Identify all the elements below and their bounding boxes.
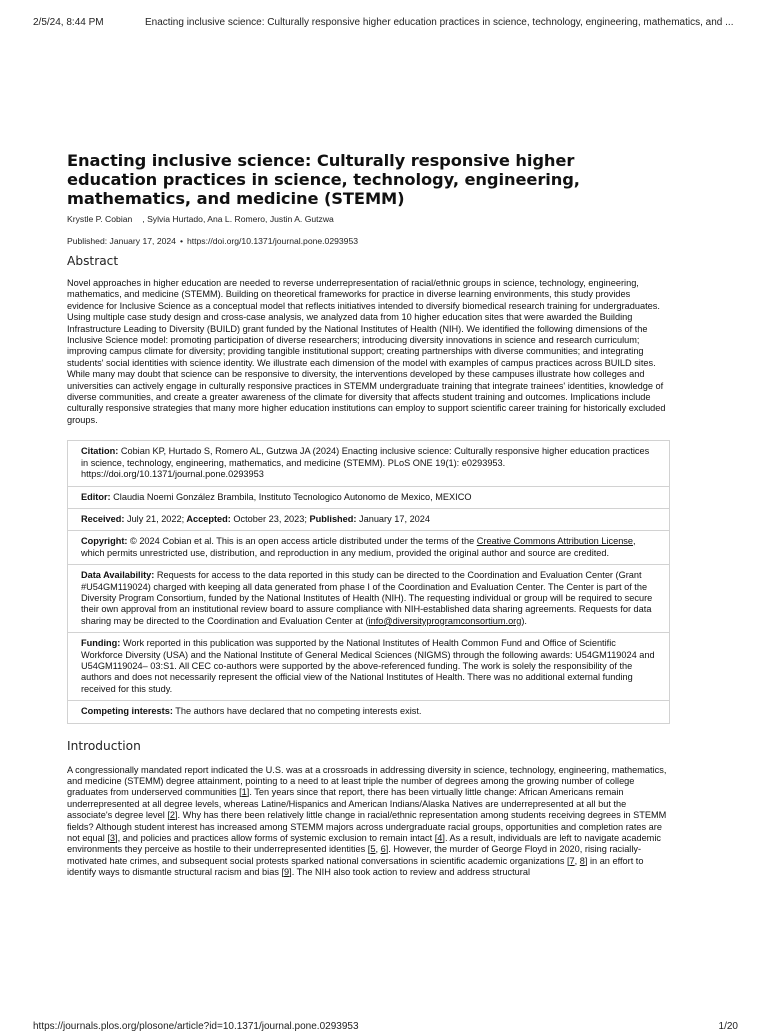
competing-interests-text: The authors have declared that no competing interests exist. <box>172 706 422 717</box>
received-date: July 21, 2022; <box>124 513 185 524</box>
reference-link[interactable]: 2 <box>169 810 175 821</box>
citation-text: Cobian KP, Hurtado S, Romero AL, Gutzwa JA (2024) Enacting inclusive science: Culturally responsive higher education practices in science, technology, engineering, mathematics, and medicine (STEMM). PLoS ONE 19(1): e0293953. https://doi.org/10.1371/journal.pone.0293953 <box>81 446 650 480</box>
funding-text: Work reported in this publication was supported by the National Institutes of Health Common Fund and Office of Scientific Workforce Diversity (USA) and the National Institute of General Medical Sciences (NIGMS) through the following awards: U54GM119024 and U54GM119024– 03:S1. All CEC co-authors were supported by the above-referenced funding. The work is solely the responsibility of the authors and does not necessarily represent the official view of the National Institutes of Health. There was no additional external funding received for this study. <box>81 638 655 694</box>
editor-row <box>68 486 669 508</box>
intro-text: ]. Ten years since that report, there has been virtually little change: African Americans remain underrepresented at all degree levels, whereas Latine/Hispanics and American Indians/Alaska Natives are underrepresented at all but the associate's degree level [ <box>67 787 627 821</box>
print-footer <box>33 1021 738 1032</box>
reference-link[interactable]: 9 <box>284 867 290 878</box>
reference-link[interactable]: 3 <box>109 833 116 844</box>
email-link[interactable]: info@diversityprogramconsortium.org <box>368 615 522 626</box>
copyright-row <box>68 530 669 564</box>
license-link[interactable]: Creative Commons Attribution License <box>476 536 634 547</box>
citation-label: Citation: <box>81 446 119 457</box>
reference-link[interactable]: 7 <box>569 855 575 866</box>
received-label: Received: <box>81 513 125 524</box>
page-number: 1/20 <box>718 1021 738 1032</box>
intro-text: ]. However, the murder of George Floyd in 2020, rising racially-motivated hate crimes, and subsequent social protests sparked national conversations in scientific academic organizations [ <box>67 844 642 866</box>
print-url: https://journals.plos.org/plosone/article?id=10.1371/journal.pone.0293953 <box>33 1021 359 1032</box>
introduction-text <box>67 765 669 879</box>
print-doc-title: Enacting inclusive science: Culturally responsive higher education practices in science, technology, engineering, mathematics, and ... <box>145 17 734 28</box>
competing-interests-label: Competing interests: <box>81 706 173 717</box>
intro-text: ]. The NIH also took action to review and address structural <box>289 867 531 878</box>
intro-text: A congressionally mandated report indicated the U.S. was at a crossroads in addressing diversity in science, technology, engineering, mathematics, and medicine (STEMM) degree attainment, pointing to a need to at least triple the number of degrees among the growing number of college graduates from underserved communities [ <box>67 764 667 798</box>
author-link[interactable]: Krystle P. Cobian <box>67 214 133 224</box>
reference-link[interactable]: 5 <box>370 844 376 855</box>
print-header <box>33 17 748 28</box>
published-date-meta: January 17, 2024 <box>356 513 431 524</box>
reference-link[interactable]: 6 <box>380 844 386 855</box>
intro-text: ]. Why has there been relatively little change in racial/ethnic representation among students receiving degrees in STEMM fields? Although student interest has increased among STEMM majors across undergraduate racial groups, opportunities and completion rates are not equal [ <box>67 810 667 844</box>
dates-row <box>68 508 669 530</box>
intro-text: ]. As a result, individuals are left to navigate academic environments they perceive as hostile to their underrepresented identities [ <box>67 833 661 855</box>
citation-row <box>68 441 669 485</box>
doi-link[interactable]: https://doi.org/10.1371/journal.pone.0293953 <box>186 236 359 246</box>
publication-line <box>67 236 669 246</box>
editor-text: Claudia Noemi González Brambila, Instituto Tecnologico Autonomo de Mexico, MEXICO <box>110 491 472 502</box>
author-list <box>67 214 669 224</box>
data-availability-label: Data Availability: <box>81 570 155 581</box>
author-names-rest[interactable]: , Sylvia Hurtado, Ana L. Romero, Justin A. Gutzwa <box>142 214 334 224</box>
introduction-heading: Introduction <box>67 738 141 753</box>
article-title: Enacting inclusive science: Culturally responsive higher education practices in science, technology, engineering, mathematics, and medicine (STEMM) <box>67 151 580 208</box>
reference-link[interactable]: 8 <box>579 855 585 866</box>
editor-label: Editor: <box>81 491 111 502</box>
accepted-date: October 23, 2023; <box>230 513 307 524</box>
published-label: Published: <box>306 513 357 524</box>
data-availability-row <box>68 564 669 632</box>
copyright-label: Copyright: <box>81 536 128 547</box>
funding-row <box>68 632 669 700</box>
separator-dot: • <box>179 236 183 246</box>
intro-text: , <box>574 855 580 866</box>
print-timestamp: 2/5/24, 8:44 PM <box>33 17 104 28</box>
intro-text: ] in an effort to identify ways to dismantle structural racism and bias [ <box>67 855 644 878</box>
accepted-label: Accepted: <box>184 513 231 524</box>
competing-interests-row <box>68 700 669 722</box>
abstract-heading: Abstract <box>67 254 119 268</box>
intro-text: , <box>375 844 381 855</box>
reference-link[interactable]: 1 <box>241 787 247 798</box>
article-content <box>67 151 669 879</box>
data-availability-text: Requests for access to the data reported in this study can be directed to the Coordination and Evaluation Center (Grant #U54GM119024) charged with keeping all data generated from phase I of the Coordination and Evaluation Center. The Center is part of the Diversity Program Consortium, funded by the National Institutes of Health (NIH). The requesting individual or group will be required to secure their own approval from an institutional review board to assure compliance with NIH-established data sharing agreements. Requests for data sharing may be directed to the Coordination and Evaluation Center at ( <box>81 570 653 626</box>
reference-link[interactable]: 4 <box>437 833 443 844</box>
copyright-text-end: , which permits unrestricted use, distribution, and reproduction in any medium, provided the original author and source are credited. <box>81 536 636 558</box>
funding-label: Funding: <box>81 638 121 649</box>
published-date: Published: January 17, 2024 <box>67 236 176 246</box>
article-info-box <box>67 440 670 723</box>
abstract-text: Novel approaches in higher education are needed to reverse underrepresentation of racial/ethnic groups in science, technology, engineering, mathematics, and medicine (STEMM). Building on theoretical frameworks for practice in diverse learning environments, this study provides evidence for Inclusive Science as a conceptual model that reflects initiatives intended to diversify biomedical research training for undergraduates. Using multiple case study design and cross-case analysis, we analyzed data from 10 higher education sites that were awarded the Building Infrastructure Leading to Diversity (BUILD) grant funded by the National Institutes of Health (NIH). We identified the following dimensions of the Inclusive Science model: promoting participation of diverse researchers; introducing diversity innovations in science and research curriculum; improving campus climate for diversity; providing tangible institutional support; creating partnerships with diverse communities; and integrating students' social identities with science identity. We illustrate each dimension of the model with examples of campus practices across BUILD sites. While many may doubt that science can be responsive to diversity, the interventions developed by these campuses illustrate how colleges and universities can actively engage in culturally responsive practices in STEMM undergraduate training that integrate trainees' identities, knowledge of diverse communities, and create a greater awareness of the climate for diversity that affects student training and outcomes. Implications include culturally responsive strategies that many more higher education institutions can employ to support scientific career training for historically excluded groups. <box>67 278 666 425</box>
intro-text: ], and policies and practices allow forms of systemic exclusion to remain intact [ <box>115 833 438 844</box>
data-availability-end: ). <box>521 615 527 626</box>
copyright-text: © 2024 Cobian et al. This is an open access article distributed under the terms of the <box>127 536 477 547</box>
